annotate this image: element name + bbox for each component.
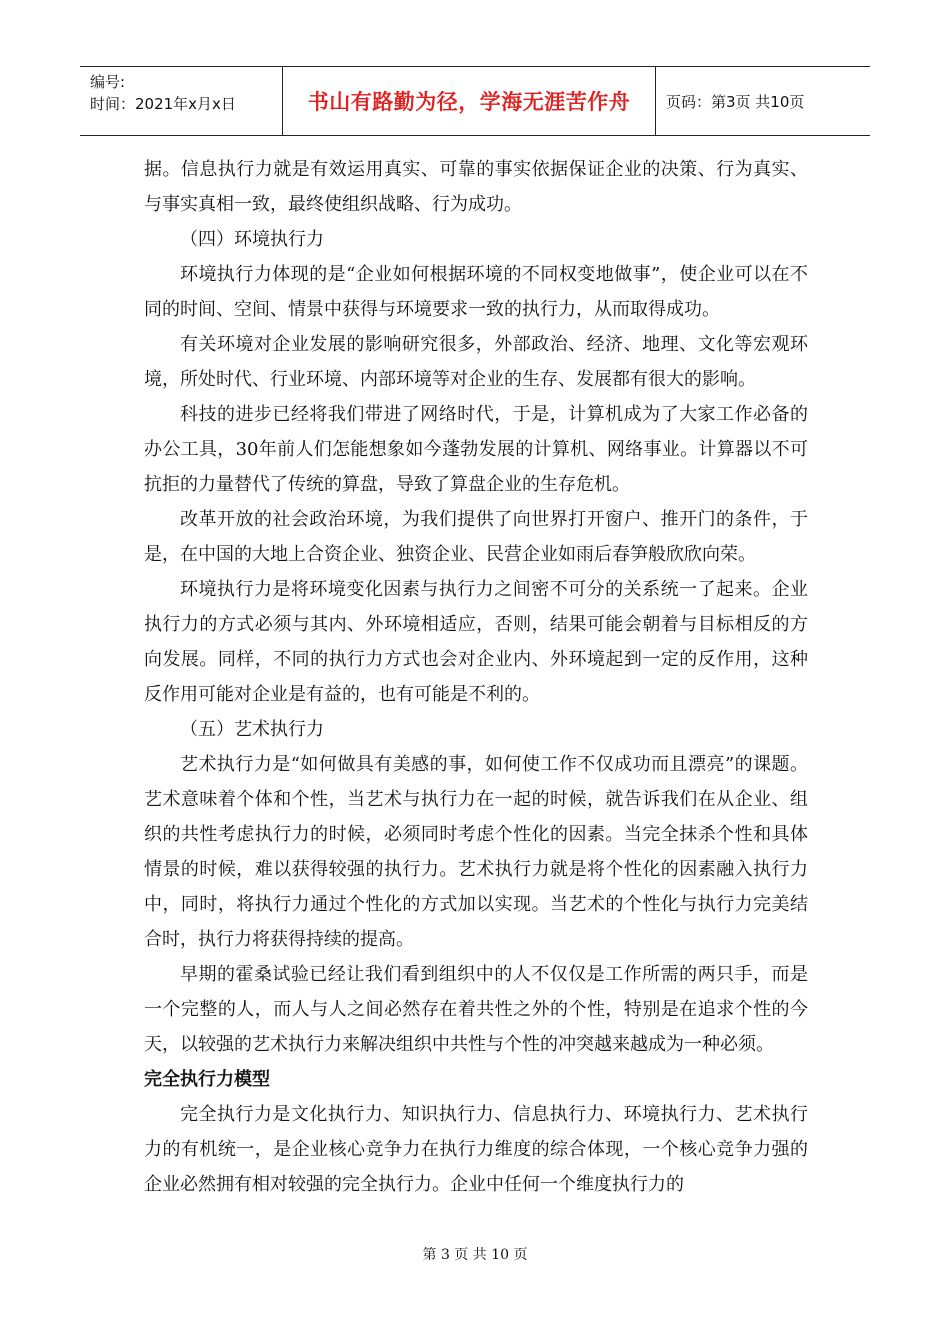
paragraph: 改革开放的社会政治环境，为我们提供了向世界打开窗户、推开门的条件，于是，在中国的大地上合资企业、独资企业、民营企业如雨后春笋般欣欣向荣。	[144, 509, 808, 565]
section-heading: （五）艺术执行力	[180, 719, 324, 740]
document-number-label: 编号:	[90, 73, 126, 91]
page-footer: 第 3 页 共 10 页	[422, 1247, 528, 1263]
section-heading: （四）环境执行力	[180, 229, 324, 250]
paragraph: 科技的进步已经将我们带进了网络时代，于是，计算机成为了大家工作必备的办公工具，30年前人们怎能想象如今蓬勃发展的计算机、网络事业。计算器以不可抗拒的力量替代了传统的算盘，导致了算盘企业的生存危机。	[144, 404, 808, 495]
header-meta-cell	[80, 67, 283, 135]
paragraph: 环境执行力是将环境变化因素与执行力之间密不可分的关系统一了起来。企业执行力的方式必须与其内、外环境相适应，否则，结果可能会朝着与目标相反的方向发展。同样，不同的执行力方式也会对企业内、外环境起到一定的反作用，这种反作用可能对企业是有益的，也有可能是不利的。	[144, 579, 808, 705]
paragraph: 早期的霍桑试验已经让我们看到组织中的人不仅仅是工作所需的两只手，而是一个完整的人，而人与人之间必然存在着共性之外的个性，特别是在追求个性的今天，以较强的艺术执行力来解决组织中共性与个性的冲突越来越成为一种必须。	[144, 964, 808, 1055]
header-table	[80, 66, 870, 136]
paragraph: 完全执行力是文化执行力、知识执行力、信息执行力、环境执行力、艺术执行力的有机统一，是企业核心竞争力在执行力维度的综合体现，一个核心竞争力强的企业必然拥有相对较强的完全执行力。企业中任何一个维度执行力的	[144, 1104, 808, 1195]
paragraph: 有关环境对企业发展的影响研究很多，外部政治、经济、地理、文化等宏观环境，所处时代、行业环境、内部环境等对企业的生存、发展都有很大的影响。	[144, 334, 808, 390]
header-page-info: 页码：第3页 共10页	[666, 92, 805, 111]
paragraph: 环境执行力体现的是“企业如何根据环境的不同权变地做事”，使企业可以在不同的时间、空间、情景中获得与环境要求一致的执行力，从而取得成功。	[144, 264, 808, 320]
paragraph: 艺术执行力是“如何做具有美感的事，如何使工作不仅成功而且漂亮”的课题。艺术意味着个体和个性，当艺术与执行力在一起的时候，就告诉我们在从企业、组织的共性考虑执行力的时候，必须同时考虑个性化的因素。当完全抹杀个性和具体情景的时候，难以获得较强的执行力。艺术执行力就是将个性化的因素融入执行力中，同时，将执行力通过个性化的方式加以实现。当艺术的个性化与执行力完美结合时，执行力将获得持续的提高。	[144, 754, 808, 950]
document-body	[144, 152, 808, 1202]
model-heading: 完全执行力模型	[144, 1069, 270, 1090]
document-date: 时间：2021年x月x日	[90, 95, 236, 113]
paragraph: 据。信息执行力就是有效运用真实、可靠的事实依据保证企业的决策、行为真实、与事实真相一致，最终使组织战略、行为成功。	[144, 159, 808, 215]
header-motto: 书山有路勤为径，学海无涯苦作舟	[283, 67, 656, 135]
